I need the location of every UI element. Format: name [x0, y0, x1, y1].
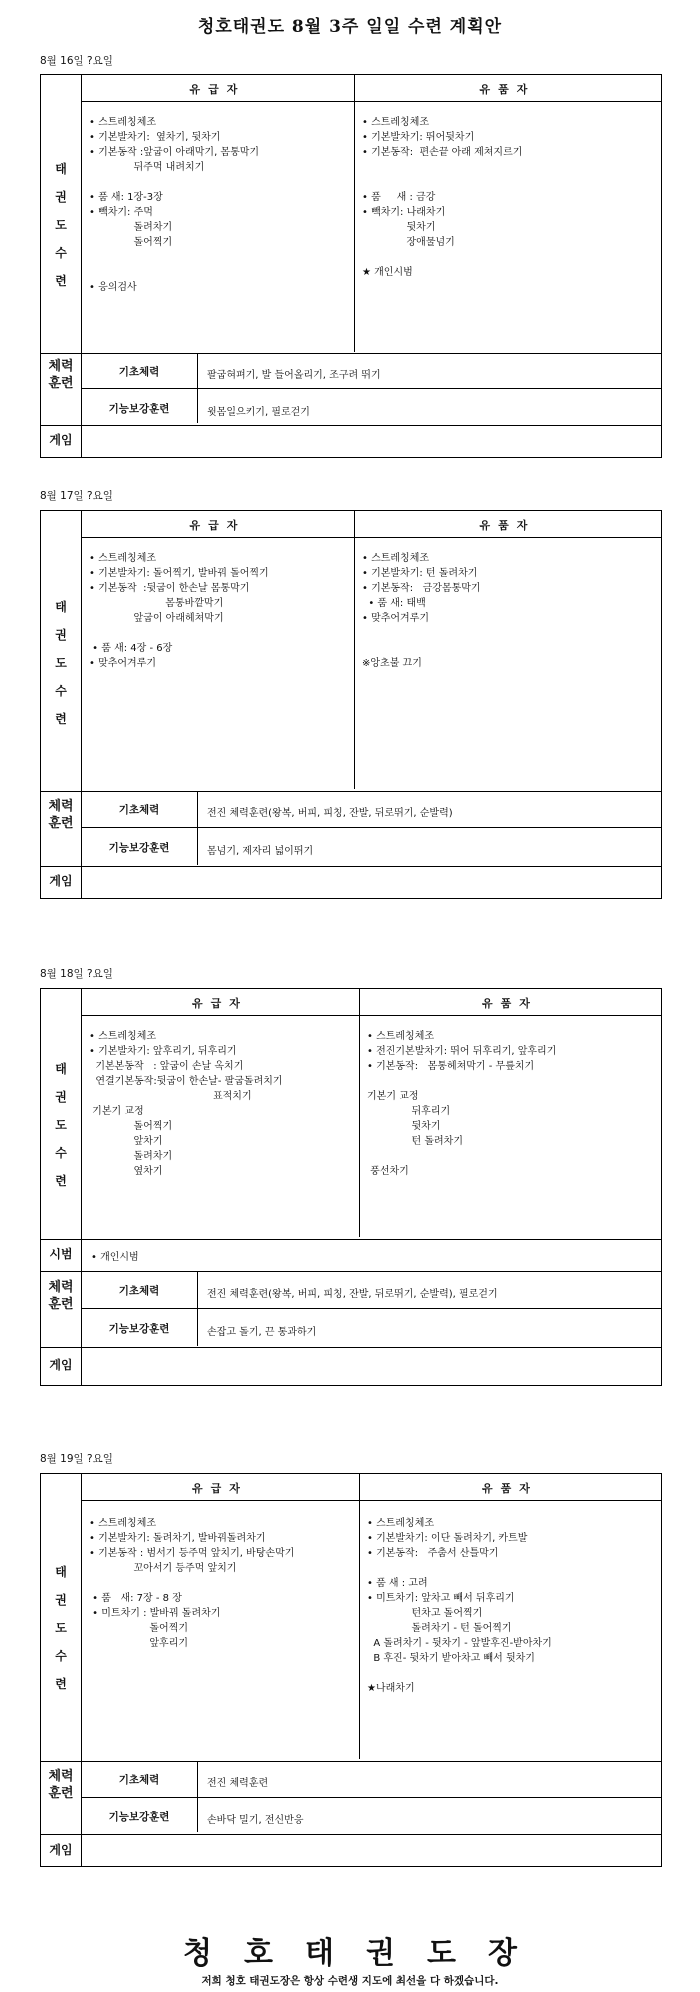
- side-taekwondo: 태 권 도 수 련: [55, 1062, 67, 1188]
- day-label: 8월 19일 ?요일: [40, 1453, 113, 1465]
- basic-fitness-label: 기초체력: [118, 804, 160, 816]
- side-game: 게임: [49, 1358, 73, 1372]
- header-youth: 유급자: [189, 519, 246, 532]
- side-game: 게임: [49, 874, 73, 888]
- basic-fitness-value: 전진 체력훈련(왕복, 버피, 피칭, 잔발, 뒤로뛰기, 순발력), 필로걷기: [207, 1289, 498, 1300]
- functional-training-label: 기능보강훈련: [108, 1811, 170, 1823]
- youth-plan-text: • 스트레칭체조 • 기본발차기: 돌어찍기, 발바꿔 돌어찍기 • 기본동작 :뒷굽이 한손날 몸통막기 몸통바깥막기 앞굽이 아래헤쳐막기 • 품 새: 4장 - 6장 • 맞추어겨루기: [89, 553, 269, 669]
- functional-training-label: 기능보강훈련: [108, 842, 170, 854]
- header-dan: 유품자: [479, 519, 536, 532]
- side-physical: 체력 훈련: [48, 1769, 74, 1801]
- dan-plan-text: • 스트레칭체조 • 기본발차기: 턴 돌려차기 • 기본동작: 금강몸통막기 • 품 새: 태백 • 맞추어겨루기 ※앙초불 끄기: [362, 553, 481, 669]
- side-taekwondo: 태 권 도 수 련: [55, 162, 67, 288]
- day-label: 8월 17일 ?요일: [40, 490, 113, 502]
- side-taekwondo: 태 권 도 수 련: [55, 1565, 67, 1691]
- youth-plan-text: • 스트레칭체조 • 기본발차기: 앞후리기, 뒤후리기 기본본동작 : 앞굽이 손날 옥치기 연결기본동작:뒷굽이 한손날- 팔굽돌려치기 표적치기 기본기 교정 돌어찍기 앞차기 돌려차기 옆차기: [89, 1031, 283, 1177]
- header-dan: 유품자: [482, 1482, 538, 1495]
- functional-training-value: 손잡고 돌기, 끈 통과하기: [207, 1327, 317, 1338]
- side-game: 게임: [49, 433, 73, 447]
- day-plan-table: [40, 510, 662, 899]
- youth-plan-text: • 스트레칭체조 • 기본발차기: 옆차기, 뒷차기 • 기본동작 :앞굽이 아래막기, 몸통막기 뒤주먹 내려치기 • 품 새: 1장-3장 • 빽차기: 주먹 돌려차기 돌어찍기 • 응의검사: [89, 117, 260, 293]
- side-exam: 시범: [49, 1247, 73, 1261]
- day-label: 8월 18일 ?요일: [40, 968, 113, 980]
- header-youth: 유급자: [192, 1482, 248, 1495]
- day-plan-table: [40, 74, 662, 458]
- dan-plan-text: • 스트레칭체조 • 전진기본발차기: 뛰어 뒤후리기, 앞후리기 • 기본동작: 몸통헤쳐막기 - 무릎치기 기본기 교정 뒤후리기 뒷차기 턴 돌려차기 풍선차기: [367, 1031, 557, 1177]
- dan-plan-text: • 스트레칭체조 • 기본발차기: 뛰어뒷차기 • 기본동작: 편손끝 아래 제쳐지르기 • 품 새 : 금강 • 빽차기: 나래차기 뒷차기 장애물넘기 ★ 개인시범: [362, 117, 523, 278]
- page-title: 청호태권도 8월 3주 일일 수련 계획안: [197, 17, 503, 37]
- side-physical: 체력 훈련: [48, 799, 74, 831]
- functional-training-value: 윗몸일으키기, 필로걷기: [207, 407, 310, 418]
- side-taekwondo: 태 권 도 수 련: [55, 600, 67, 726]
- functional-training-value: 손바닥 밀기, 전신반응: [207, 1815, 304, 1826]
- dojang-name: 청 호 태 권 도 장: [183, 1936, 517, 1971]
- basic-fitness-label: 기초체력: [118, 366, 160, 378]
- functional-training-value: 몸넘기, 제자리 넓이뛰기: [207, 846, 314, 857]
- basic-fitness-label: 기초체력: [118, 1774, 160, 1786]
- functional-training-label: 기능보강훈련: [108, 1323, 170, 1335]
- side-game: 게임: [49, 1843, 73, 1857]
- header-youth: 유급자: [189, 83, 246, 96]
- day-label: 8월 16일 ?요일: [40, 55, 113, 67]
- youth-plan-text: • 스트레칭체조 • 기본발차기: 돌려차기, 발바꿔돌려차기 • 기본동작 : 범서기 등주먹 앞치기, 바탕손막기 꼬아서기 등주먹 앞치기 • 품 새: 7장 - 8 장 • 미트차기 : 발바꿔 돌려차기 돌어찍기 앞후리기: [89, 1518, 295, 1649]
- day-plan-table: [40, 1473, 662, 1867]
- header-dan: 유품자: [482, 997, 538, 1010]
- side-physical: 체력 훈련: [48, 359, 74, 391]
- dojang-motto: 저희 청호 태권도장은 항상 수련생 지도에 최선을 다 하겠습니다.: [201, 1975, 499, 1987]
- header-youth: 유급자: [192, 997, 248, 1010]
- basic-fitness-value: 전진 체력훈련: [207, 1778, 269, 1789]
- functional-training-label: 기능보강훈련: [108, 403, 170, 415]
- basic-fitness-value: 팔굽혀펴기, 발 들어올리기, 조구려 뛰기: [207, 370, 381, 381]
- side-physical: 체력 훈련: [48, 1280, 74, 1312]
- dan-plan-text: • 스트레칭체조 • 기본발차기: 이단 돌려차기, 카트발 • 기본동작: 주춤서 산틀막기 • 품 새 : 고려 • 미트차기: 앞차고 빼서 뒤후리기 턴차고 돌어찍기 돌려차기 - 턴 돌어찍기 A 돌려차기 - 뒷차기 - 앞발후진-받아차기 B 후진- 뒷차기 받아차고 빼서 뒷차기 ★나래차기: [367, 1518, 552, 1694]
- basic-fitness-label: 기초체력: [118, 1285, 160, 1297]
- exam-value: • 개인시범: [91, 1252, 139, 1263]
- header-dan: 유품자: [479, 83, 536, 96]
- basic-fitness-value: 전진 체력훈련(왕복, 버피, 피칭, 잔발, 뒤로뛰기, 순발력): [207, 808, 453, 819]
- day-plan-table: [40, 988, 662, 1386]
